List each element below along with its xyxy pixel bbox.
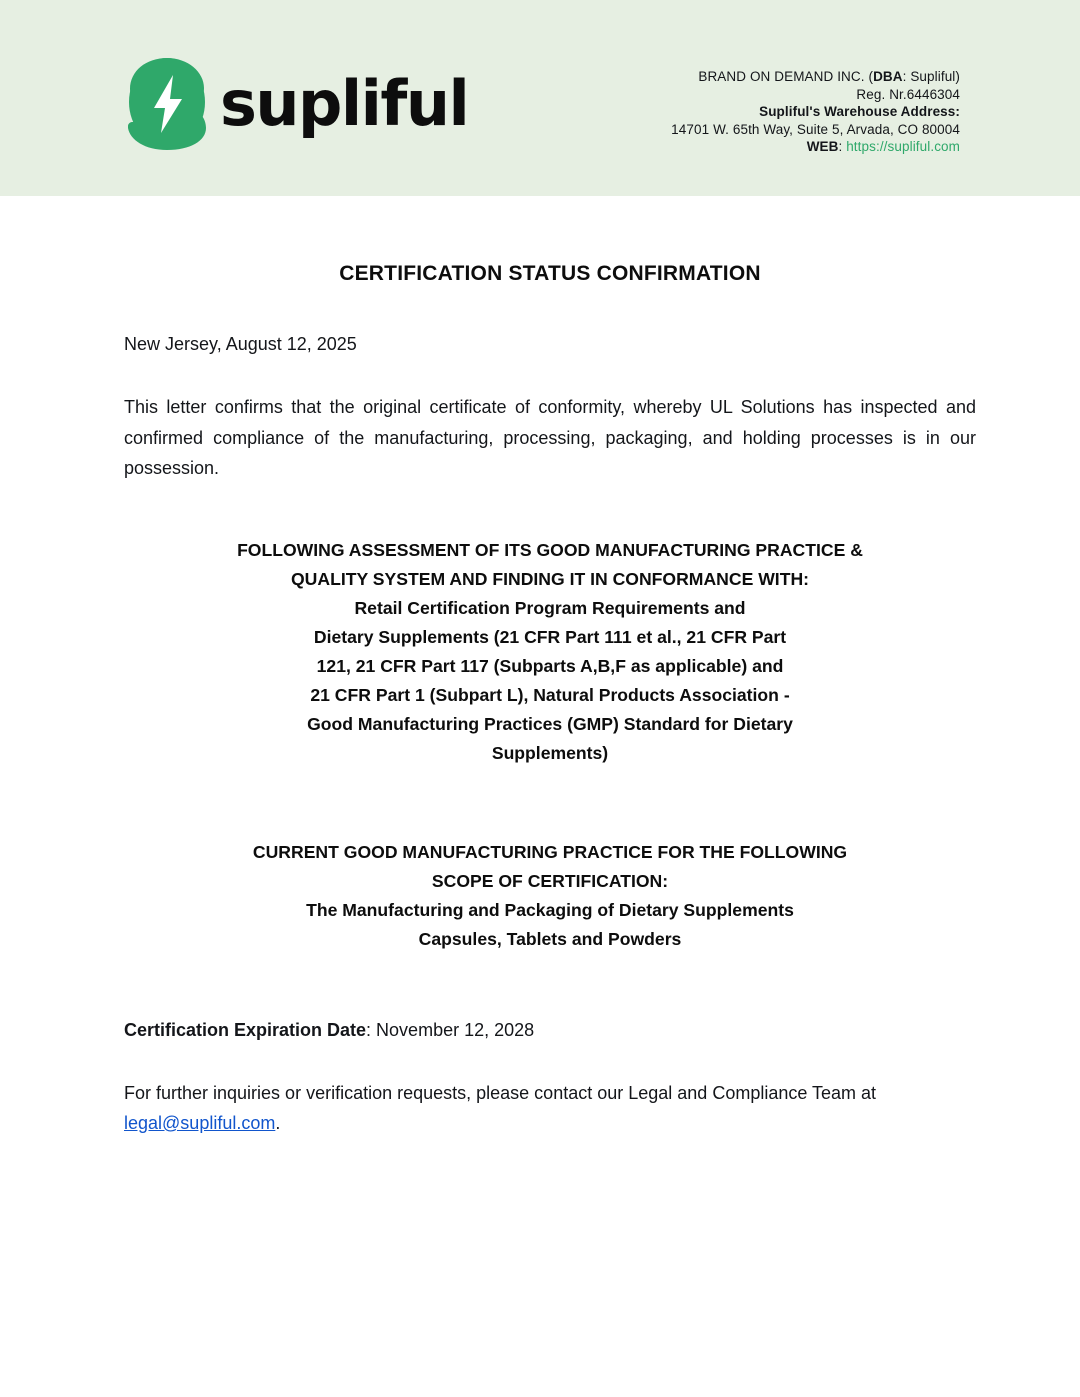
- certification-expiration-line: [124, 1016, 976, 1044]
- conformance-line: QUALITY SYSTEM AND FINDING IT IN CONFORMANCE WITH:: [290, 568, 810, 589]
- warehouse-address-value: 14701 W. 65th Way, Suite 5, Arvada, CO 80004: [671, 121, 960, 137]
- company-dba-value: : Supliful): [902, 69, 960, 84]
- web-separator: :: [838, 139, 847, 155]
- company-web-line: [671, 138, 960, 156]
- conformance-line: Retail Certification Program Requirements and: [354, 597, 746, 618]
- conformance-line: 21 CFR Part 1 (Subpart L), Natural Products Association -: [310, 684, 790, 705]
- brand-wordmark: supliful: [220, 67, 469, 140]
- website-link[interactable]: https://supliful.com: [846, 139, 960, 155]
- closing-text-suffix: .: [275, 1113, 281, 1133]
- scope-line: CURRENT GOOD MANUFACTURING PRACTICE FOR THE FOLLOWING: [252, 841, 848, 862]
- company-name-prefix: BRAND ON DEMAND INC. (: [698, 69, 874, 84]
- page-header-band: [0, 0, 1080, 196]
- conformance-line: 121, 21 CFR Part 117 (Subparts A,B,F as applicable) and: [316, 655, 784, 676]
- conformance-line: Good Manufacturing Practices (GMP) Standard for Dietary: [307, 713, 793, 734]
- conformance-statement-block: [124, 536, 976, 768]
- company-address-block: [671, 68, 960, 156]
- closing-paragraph: [124, 1078, 976, 1139]
- closing-text-prefix: For further inquiries or verification requests, please contact our Legal and Compliance Team at: [124, 1082, 877, 1103]
- warehouse-address-label: [671, 103, 960, 121]
- company-legal-name-line: [671, 68, 960, 86]
- brand-logo-lockup: [128, 58, 468, 150]
- legal-email-link[interactable]: legal@supliful.com: [124, 1113, 276, 1133]
- location-date-line: New Jersey, August 12, 2025: [124, 334, 357, 354]
- conformance-line: Dietary Supplements (21 CFR Part 111 et al., 21 CFR Part: [313, 626, 787, 647]
- warehouse-label-text: Supliful's Warehouse Address:: [759, 104, 960, 120]
- scope-line: The Manufacturing and Packaging of Dietary Supplements: [306, 899, 794, 920]
- conformance-line: FOLLOWING ASSESSMENT OF ITS GOOD MANUFACTURING PRACTICE &: [237, 539, 863, 560]
- web-label: WEB: [806, 139, 839, 155]
- company-dba-label: DBA: [873, 69, 903, 84]
- scope-line: SCOPE OF CERTIFICATION:: [431, 870, 669, 891]
- lightning-bolt-icon: [128, 58, 206, 150]
- scope-of-certification-block: [124, 838, 976, 954]
- expiration-label: Certification Expiration Date: [124, 1019, 367, 1040]
- conformance-line: Supplements): [491, 742, 609, 763]
- intro-paragraph: This letter confirms that the original certificate of conformity, whereby UL Solutions has inspected and confirmed compliance of the manufacturing, processing, packaging, and holding processes is in our possession.: [124, 397, 976, 478]
- page-title: CERTIFICATION STATUS CONFIRMATION: [339, 262, 761, 285]
- company-registration-line: Reg. Nr.6446304: [856, 86, 960, 102]
- scope-line: Capsules, Tablets and Powders: [418, 928, 682, 949]
- document-body: [124, 196, 976, 1139]
- expiration-value: : November 12, 2028: [366, 1019, 535, 1040]
